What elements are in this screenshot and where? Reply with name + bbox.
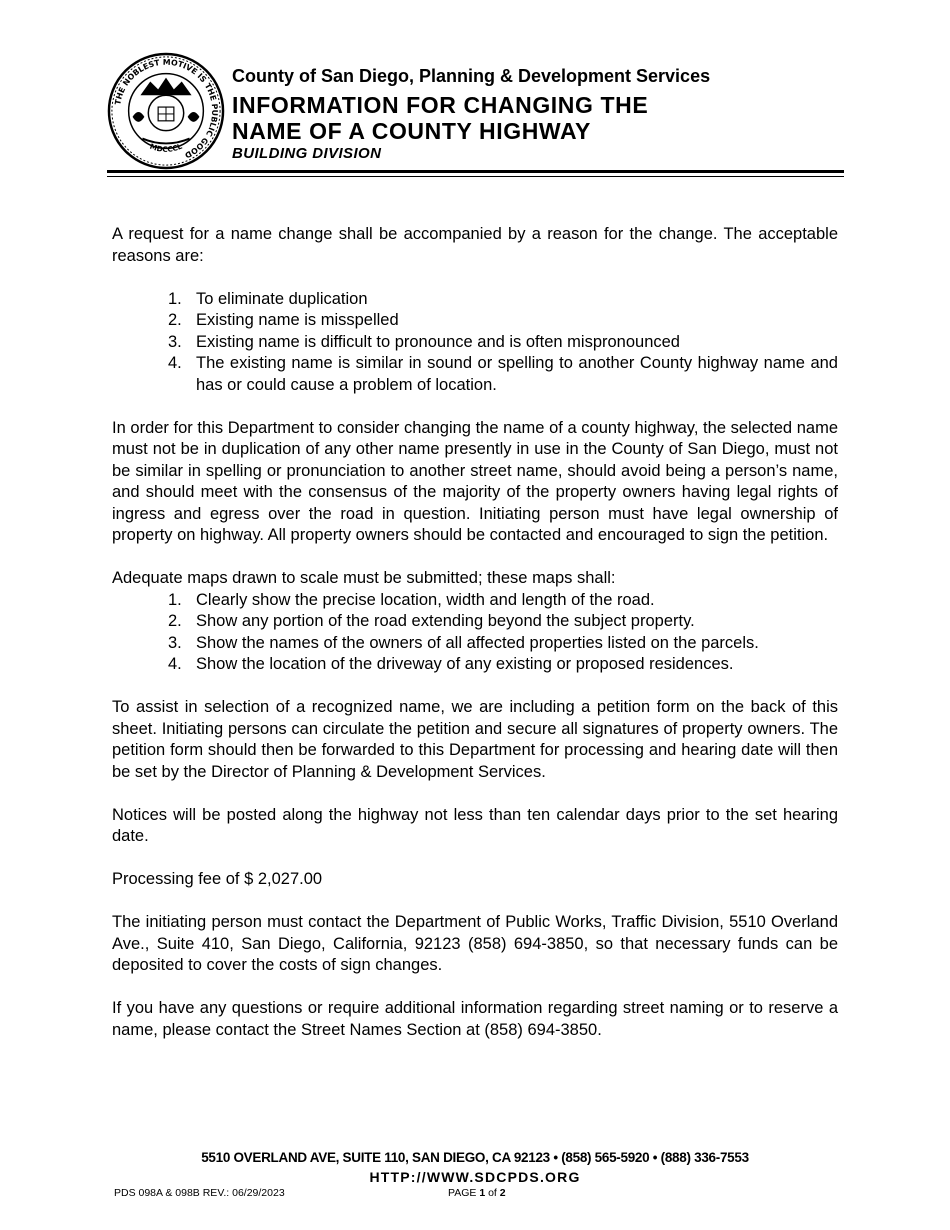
list-number: 3. [168, 332, 182, 351]
list-item [112, 654, 838, 676]
title-line-1: INFORMATION FOR CHANGING THE [232, 92, 649, 118]
list-number: 4. [168, 655, 182, 673]
map-requirements-list [112, 590, 838, 676]
page-of: of [488, 1187, 497, 1199]
list-item [112, 310, 838, 332]
footer-website-link[interactable]: HTTP://WWW.SDCPDS.ORG [369, 1169, 581, 1185]
svg-text:MDCCCL: MDCCCL [148, 141, 184, 154]
intro-paragraph: A request for a name change shall be accompanied by a reason for the change. The acceptable reasons are: [112, 225, 838, 265]
list-item [112, 289, 838, 311]
public-works-paragraph: The initiating person must contact the Department of Public Works, Traffic Division, 5510 Overland Ave., Suite 410, San Diego, California, 92123 (858) 694-3850, so that necessary funds can be deposited to cover the costs of sign changes. [112, 913, 838, 974]
document-body [112, 224, 838, 1041]
page-number [448, 1187, 506, 1199]
list-number: 2. [168, 612, 182, 630]
page-current: 1 [479, 1187, 486, 1199]
header-rule-thick [107, 170, 844, 173]
page-prefix: PAGE [448, 1187, 477, 1199]
list-item-text: Existing name is difficult to pronounce and is often mispronounced [196, 332, 680, 351]
list-number: 4. [168, 354, 182, 372]
list-item-text: Existing name is misspelled [196, 311, 399, 329]
list-item [112, 353, 838, 396]
footer-address: 5510 OVERLAND AVE, SUITE 110, SAN DIEGO, CA 92123 • (858) 565-5920 • (888) 336-7553 [201, 1150, 749, 1165]
page-total: 2 [499, 1187, 506, 1199]
list-number: 1. [168, 289, 182, 308]
header-rule-thin [107, 176, 844, 177]
consider-paragraph: In order for this Department to consider changing the name of a county highway, the selected name must not be in duplication of any other name presently in use in the County of San Diego, must not be similar in spelling or pronunciation to another street name, should avoid being a person’s name, and should meet with the consensus of the majority of the property owners having legal rights of ingress and egress over the road in question. Initiating person must have legal ownership of property on highway. All property owners should be contacted and encouraged to sign the petition. [112, 418, 838, 544]
list-number: 3. [168, 633, 182, 652]
list-item-text: Show any portion of the road extending beyond the subject property. [196, 612, 695, 630]
list-item [112, 611, 838, 633]
county-seal-logo [107, 52, 225, 170]
list-item [112, 590, 838, 612]
list-number: 1. [168, 590, 182, 609]
svg-text:THE NOBLEST MOTIVE IS THE PUBL: THE NOBLEST MOTIVE IS THE PUBLIC GOOD [113, 57, 220, 160]
list-item-text: Show the names of the owners of all affected properties listed on the parcels. [196, 633, 759, 652]
list-item [112, 633, 838, 655]
organization-name: County of San Diego, Planning & Development Services [232, 66, 711, 86]
list-item-text: Show the location of the driveway of any existing or proposed residences. [196, 655, 734, 673]
list-item-text: The existing name is similar in sound or spelling to another County highway name and has or could cause a problem of location. [196, 354, 838, 394]
form-revision-id: PDS 098A & 098B REV.: 06/29/2023 [114, 1187, 285, 1199]
processing-fee: Processing fee of $ 2,027.00 [112, 870, 323, 888]
reasons-list [112, 289, 838, 397]
list-item [112, 332, 838, 354]
questions-paragraph: If you have any questions or require additional information regarding street naming or to reserve a name, please contact the Street Names Section at (858) 694-3850. [112, 999, 838, 1039]
notices-paragraph: Notices will be posted along the highway not less than ten calendar days prior to the set hearing date. [112, 805, 838, 845]
maps-intro: Adequate maps drawn to scale must be submitted; these maps shall: [112, 569, 616, 587]
list-item-text: To eliminate duplication [196, 289, 368, 308]
document-title [232, 92, 648, 144]
petition-paragraph: To assist in selection of a recognized name, we are including a petition form on the back of this sheet. Initiating persons can circulate the petition and secure all signatures of property owners. The petition form should then be forwarded to this Department for processing and hearing date will then be set by the Director of Planning & Development Services. [112, 698, 838, 781]
list-item-text: Clearly show the precise location, width and length of the road. [196, 590, 655, 609]
list-number: 2. [168, 311, 182, 329]
document-header [107, 52, 844, 178]
title-line-2: NAME OF A COUNTY HIGHWAY [232, 118, 591, 144]
division-name: BUILDING DIVISION [232, 145, 382, 162]
